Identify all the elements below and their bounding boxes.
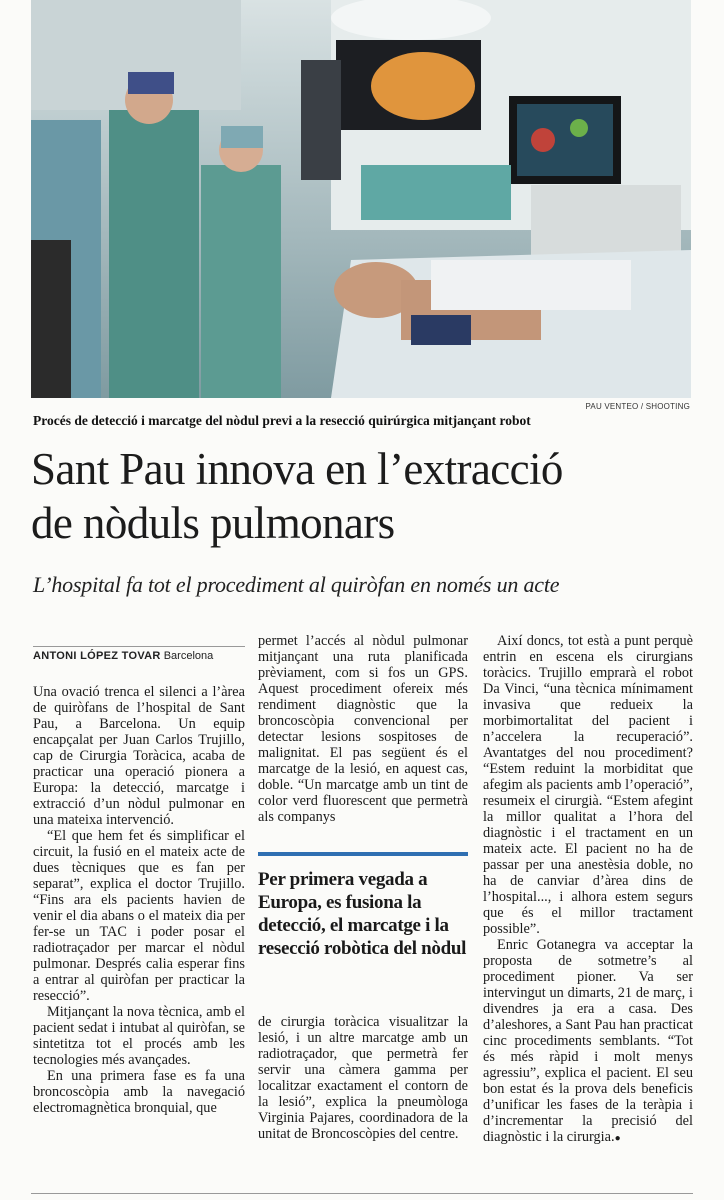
photo-credit: PAU VENTEO / SHOOTING: [585, 402, 690, 411]
headline-line-2: de nòduls pulmonars: [31, 498, 395, 548]
paragraph: de cirurgia toràcica visualitzar la lesió, i un altre marcatge amb un radiotraçador, que permetrà fer servir una càmera gamma per localitzar exactament el contorn de la lesió”, explica la pneumòloga Virginia Pajares, coordinadora de la unitat de Broncoscòpies del centre.: [258, 1014, 468, 1142]
paragraph: Una ovació trenca el silenci a l’àrea de quiròfans de l’hospital de Sant Pau, a Barcelona. Un equip encapçalat per Juan Carlos Trujillo, cap de Cirurgia Toràcica, acaba de practicar una operació pionera a Europa: la detecció, marcatge i extracció d’un nòdul pulmonar en una mateixa intervenció.: [33, 684, 245, 828]
author-name: ANTONI LÓPEZ TOVAR: [33, 650, 161, 662]
paragraph: permet l’accés al nòdul pulmonar mitjançant una ruta planificada prèviament, com si fos un GPS. Aquest procediment ofereix més rendiment diagnòstic que la broncoscòpia convencional per detectar lesions sospitoses de malignitat. El pas següent és el marcatge de la lesió, en aquest cas, doble. “Un marcatge amb un tint de color verd fluorescent que permetrà als companys: [258, 633, 468, 825]
article-column-2-bottom: [258, 1014, 468, 1142]
pull-quote: Per primera vegada a Europa, es fusiona la detecció, el marcatge i la resecció robòtica del nòdul: [258, 852, 468, 960]
article-column-3: [483, 633, 693, 1147]
paragraph: Mitjançant la nova tècnica, amb el pacient sedat i intubat al quiròfan, se sintetitza tot el procés amb les tecnologies més avançades.: [33, 1004, 245, 1068]
paragraph: “El que hem fet és simplificar el circuit, la fusió en el mateix acte de dues tècniques que es fan per separat”, explica el doctor Trujillo. “Fins ara els pacients havien de venir el dia abans o el mateix dia per fer-se un TAC i poder posar el radiotraçador per marcar el nòdul pulmonar. Després calia esperar fins a entrar al quiròfan per practicar la resecció”.: [33, 828, 245, 1004]
article-column-2-top: [258, 633, 468, 825]
article-column-1: [33, 684, 245, 1116]
headline-line-1: Sant Pau innova en l’extracció: [31, 444, 563, 494]
paragraph: En una primera fase es fa una broncoscòpia amb la navegació electromagnètica bronquial, que: [33, 1068, 245, 1116]
headline: [31, 442, 701, 550]
paragraph-text: Enric Gotanegra va acceptar la proposta de sotmetre’s al procediment pioner. Va ser intervingut un dimarts, 21 de març, i divendres ja era a casa. Des d’aleshores, a Sant Pau han practicat cinc procediments semblants. “Tot és més ràpid i molt menys agressiu”, explica el pacient. El seu bon estat és la prova dels beneficis d’unificar les fases de la teràpia i d’incrementar la precisió del diagnòstic i la cirurgia.: [483, 937, 693, 1145]
paragraph: Així doncs, tot està a punt perquè entrin en escena els cirurgians toràcics. Trujillo emprarà el robot Da Vinci, “una tècnica mínimament invasiva que redueix la morbimortalitat del pacient i n’accelera la recuperació”. Avantatges del nou procediment? “Estem reduint la morbiditat que afegim als pacients amb l’operació”, resumeix el cirurgià. “Estem afegint la millor qualitat a l’hora del diagnòstic i el tractament en un mateix acte. El pacient no ha de passar per una anestèsia doble, no ha de canviar d’àrea dins de l’hospital..., i alhora estem segurs que és el millor tractament possible”.: [483, 633, 693, 937]
byline: [33, 646, 245, 662]
photo-caption: Procés de detecció i marcatge del nòdul previ a la resecció quirúrgica mitjançant robot: [33, 413, 531, 428]
article-photo: [31, 0, 691, 398]
bottom-rule: [31, 1193, 693, 1194]
end-mark-icon: ●: [614, 1133, 621, 1144]
subheadline: L’hospital fa tot el procediment al quiròfan en només un acte: [33, 572, 560, 597]
dateline-location: Barcelona: [163, 650, 214, 662]
surgery-photo-icon: [31, 0, 691, 398]
paragraph: [483, 937, 693, 1147]
